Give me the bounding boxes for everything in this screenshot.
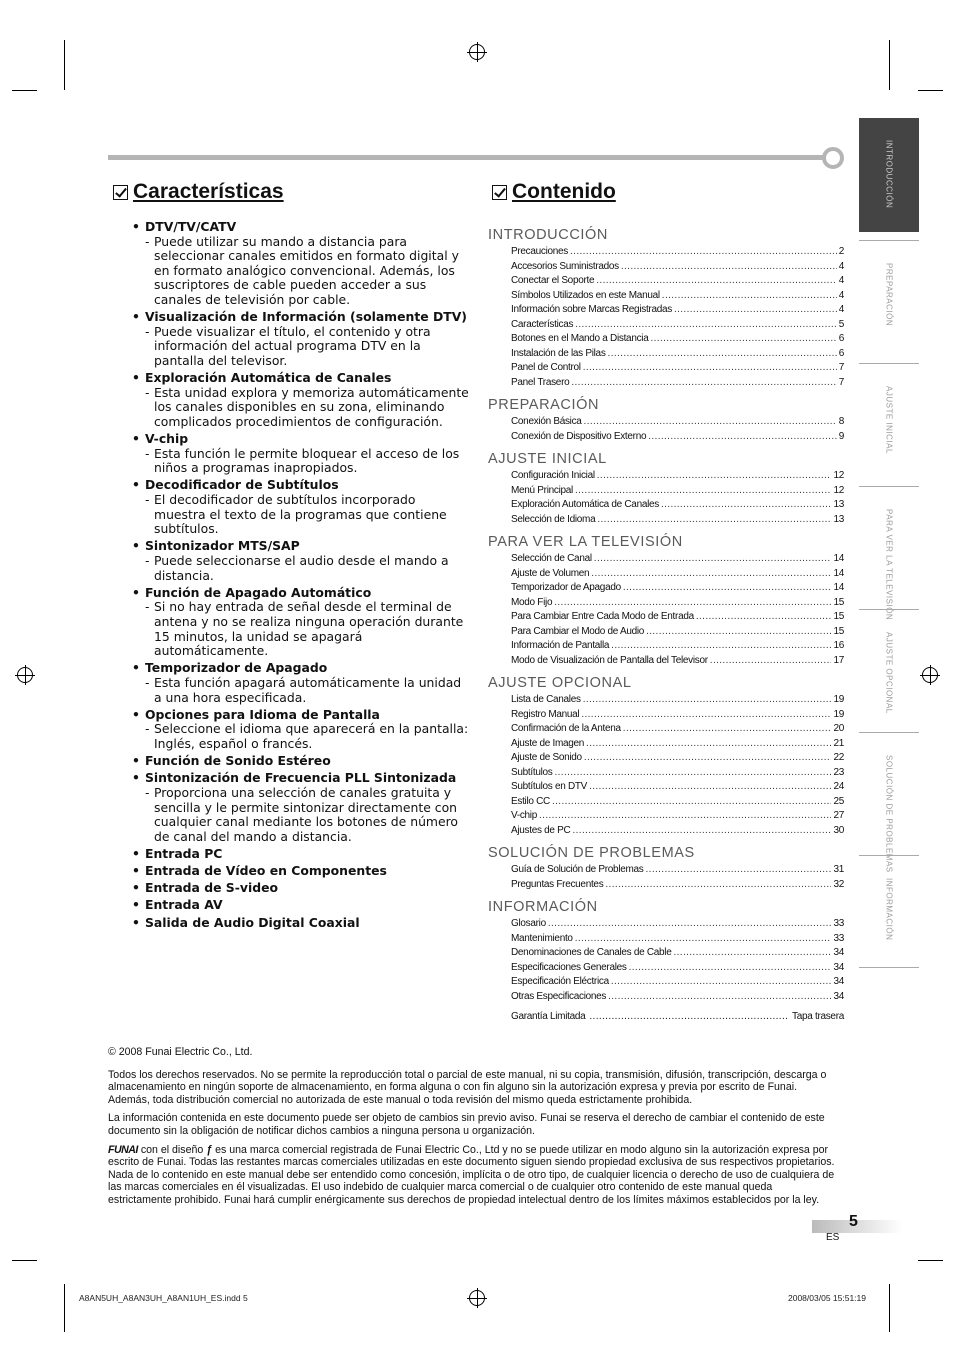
toc-entry[interactable] xyxy=(488,932,844,947)
header-rule xyxy=(108,155,826,160)
toc-entry-label: Símbolos Utilizados en este Manual xyxy=(511,289,660,301)
toc-entry-page: 17 xyxy=(833,654,844,666)
feature-title: • Entrada de S-video xyxy=(130,881,470,896)
toc-entry-page: 4 xyxy=(838,275,844,286)
side-tab-informacion[interactable] xyxy=(859,855,919,968)
toc-entry[interactable] xyxy=(488,289,844,304)
registration-mark-icon xyxy=(17,667,33,683)
feature-item xyxy=(130,754,470,769)
toc-entry[interactable] xyxy=(488,347,844,362)
toc-leader-dots xyxy=(591,567,831,582)
toc-entry-page: 12 xyxy=(833,484,844,496)
toc-entry[interactable] xyxy=(488,513,844,528)
toc-entry-page: 4 xyxy=(838,289,844,301)
crop-mark xyxy=(918,1260,943,1261)
toc-leader-dots xyxy=(710,654,832,669)
registration-mark-icon xyxy=(469,44,485,60)
toc-entry-page: 7 xyxy=(838,362,844,373)
toc-entry[interactable] xyxy=(488,737,844,752)
feature-description: - Esta función le permite bloquear el acceso de los niños a programas inapropiados. xyxy=(130,447,470,476)
feature-title: • Salida de Audio Digital Coaxial xyxy=(130,916,470,931)
side-tab-label: PREPARACIÓN xyxy=(884,263,894,327)
toc-section-title[interactable]: AJUSTE OPCIONAL xyxy=(488,675,632,691)
toc-leader-dots xyxy=(554,596,831,611)
feature-item xyxy=(130,864,470,879)
side-tab-para-ver-la-television[interactable] xyxy=(859,486,919,621)
toc-entry-page: 13 xyxy=(833,513,844,525)
toc-leader-dots xyxy=(605,878,831,893)
feature-title: • DTV/TV/CATV xyxy=(130,220,470,235)
side-tab-label: PARA VER LA TELEVISIÓN xyxy=(884,509,894,621)
toc-entry-label: Ajuste de Imagen xyxy=(511,737,585,749)
toc-section xyxy=(488,449,844,527)
funai-leaf-logo-icon: ƒ xyxy=(206,1143,213,1156)
toc-entry-label: Modo de Visualización de Pantalla del Televisor xyxy=(511,654,708,666)
toc-entry[interactable] xyxy=(488,708,844,723)
feature-description: - Puede seleccionarse el audio desde el mando a distancia. xyxy=(130,554,470,583)
side-tab-ajuste-inicial[interactable] xyxy=(859,363,919,479)
toc-entry-page: 4 xyxy=(838,304,844,315)
features-heading xyxy=(113,180,284,204)
toc-leader-dots xyxy=(629,961,832,976)
toc-section-title[interactable]: INFORMACIÓN xyxy=(488,899,598,915)
side-tab-preparacion[interactable] xyxy=(859,240,919,356)
legal-text: es una marca comercial registrada de Funai Electric Co., Ltd y no se puede utilizar en modo alguno sin la autorización expresa por escrito de Funai. Todas las restantes marcas comerciales utilizadas en este documento siguen siendo propiedad exclusiva de sus respectivos propietarios. Nada de lo contenido en este manual debe ser entendido como concesión, implícita o de otro tipo, de cualquier licencia o derecho de uso de cualquiera de las marcas comerciales en él visualizadas. El uso indebido de cualquier marca comercial o de cualquier otro contenido de este manual queda estrictamente prohibido. Funai hará cumplir enérgicamente sus derechos de propiedad intelectual dentro de los límites máximos establecidos por la ley. xyxy=(108,1143,835,1206)
toc-entry-page: 16 xyxy=(833,640,844,651)
feature-title: • Sintonización de Frecuencia PLL Sintonizada xyxy=(130,771,470,786)
toc-entry[interactable] xyxy=(488,625,844,640)
toc-section xyxy=(488,843,844,892)
toc-leader-dots xyxy=(571,376,836,391)
page-number: 5 xyxy=(849,1213,858,1230)
feature-item xyxy=(130,916,470,931)
toc-section xyxy=(488,673,844,838)
crop-mark xyxy=(918,90,943,91)
toc-entry-label: Características xyxy=(511,318,574,330)
toc-entry-page: 33 xyxy=(833,932,844,944)
date-slug: 2008/03/05 15:51:19 xyxy=(788,1293,866,1303)
toc-entry-label: Modo Fijo xyxy=(511,596,553,608)
toc-entry[interactable] xyxy=(488,303,844,318)
toc-entry-label: Denominaciones de Canales de Cable xyxy=(511,947,672,958)
toc-entry-label: Información de Pantalla xyxy=(511,640,610,651)
toc-entry-page: 31 xyxy=(833,864,844,875)
toc-leader-dots xyxy=(646,863,832,878)
toc-entry-page: 5 xyxy=(838,318,844,330)
toc-entry-page: 25 xyxy=(833,795,844,807)
toc-leader-dots xyxy=(611,639,831,654)
toc-entry-label: Para Cambiar el Modo de Audio xyxy=(511,625,645,637)
toc-entry-label: Conexión Básica xyxy=(511,416,582,427)
toc-entry-label: Configuración Inicial xyxy=(511,470,595,481)
feature-description: - Si no hay entrada de señal desde el terminal de antena y no se realiza ninguna operación durante 15 minutos, la unidad se apagará automáticamente. xyxy=(130,600,470,658)
toc-entry-page: 14 xyxy=(833,553,844,564)
toc-entry[interactable] xyxy=(488,639,844,654)
toc-entry[interactable] xyxy=(488,469,844,484)
toc-entry-page: 34 xyxy=(833,961,844,973)
feature-item xyxy=(130,432,470,476)
toc-entry-page: 4 xyxy=(838,260,844,272)
legal-paragraph xyxy=(108,1144,838,1207)
toc-leader-dots xyxy=(554,766,831,781)
funai-logo: FUNAI xyxy=(108,1143,138,1156)
side-tab-label: INTRODUCCIÓN xyxy=(884,140,894,209)
toc-entry-label: Conectar el Soporte xyxy=(511,275,595,286)
feature-description: - Puede visualizar el título, el contenido y otra información del actual programa DTV en la pantalla del televisor. xyxy=(130,325,470,369)
toc-leader-dots xyxy=(621,260,837,275)
table-of-contents xyxy=(488,225,844,1009)
features-list xyxy=(130,220,470,933)
toc-entry-label: Subtítulos en DTV xyxy=(511,781,588,792)
legal-text: con el diseño xyxy=(140,1143,204,1156)
toc-entry-page: 22 xyxy=(833,752,844,763)
toc-entry-label: Glosario xyxy=(511,918,546,929)
toc-entry-page: 33 xyxy=(833,918,844,929)
crop-mark xyxy=(12,1260,37,1261)
toc-entry-page: 19 xyxy=(833,694,844,705)
toc-entry-page: 13 xyxy=(833,499,844,510)
legal-paragraph xyxy=(108,1069,838,1094)
toc-entry-page: 19 xyxy=(833,708,844,720)
toc-entry-label: Instalación de las Pilas xyxy=(511,347,606,359)
toc-entry-label: Mantenimiento xyxy=(511,932,573,944)
toc-entry-page: 30 xyxy=(833,824,844,836)
feature-title: • Exploración Automática de Canales xyxy=(130,371,470,386)
feature-title: • Visualización de Información (solamente DTV) xyxy=(130,310,470,325)
feature-title: • V-chip xyxy=(130,432,470,447)
toc-leader-dots xyxy=(589,1011,788,1022)
feature-item xyxy=(130,847,470,862)
toc-entry[interactable] xyxy=(488,610,844,625)
toc-section-title[interactable]: AJUSTE INICIAL xyxy=(488,451,607,467)
toc-entry-page: 15 xyxy=(833,625,844,637)
toc-leader-dots xyxy=(611,975,832,990)
toc-entry[interactable] xyxy=(488,917,844,932)
toc-leader-dots xyxy=(552,795,831,810)
feature-description: - Seleccione el idioma que aparecerá en la pantalla: Inglés, español o francés. xyxy=(130,722,470,751)
toc-entry[interactable] xyxy=(488,824,844,839)
file-slug: A8AN5UH_A8AN3UH_A8AN1UH_ES.indd 5 xyxy=(79,1293,248,1303)
feature-item xyxy=(130,539,470,583)
toc-entry-label: Precauciones xyxy=(511,246,568,257)
toc-entry[interactable] xyxy=(488,946,844,961)
toc-entry[interactable] xyxy=(488,693,844,708)
toc-leader-dots xyxy=(623,722,832,737)
feature-title: • Entrada de Vídeo en Componentes xyxy=(130,864,470,879)
toc-leader-dots xyxy=(575,932,832,947)
checkbox-icon xyxy=(113,185,128,200)
toc-entry-label: Menú Principal xyxy=(511,484,573,496)
checkbox-icon xyxy=(492,185,507,200)
toc-leader-dots xyxy=(575,318,837,333)
toc-entry-page: 15 xyxy=(833,611,844,622)
toc-leader-dots xyxy=(539,809,831,824)
side-tab-introduccion[interactable] xyxy=(859,118,919,232)
crop-mark xyxy=(64,40,65,90)
side-tab-label: AJUSTE OPCIONAL xyxy=(884,632,894,714)
toc-entry[interactable] xyxy=(488,654,844,669)
feature-description: - Esta unidad explora y memoriza automáticamente los canales disponibles en su zona, eliminando complicados procedimientos de configuración. xyxy=(130,386,470,430)
toc-entry-page: 6 xyxy=(838,333,844,344)
toc-entry-label: Especificaciones Generales xyxy=(511,961,627,973)
toc-entry-page: 9 xyxy=(838,430,844,442)
toc-entry-page: 14 xyxy=(833,582,844,593)
toc-leader-dots xyxy=(594,552,832,567)
feature-description: - Puede utilizar su mando a distancia para seleccionar canales emitidos en formato digital y en formato analógico convencional. Además, los suscriptores de cable pueden acceder a sus canales de televisión por cable. xyxy=(130,235,470,308)
toc-leader-dots xyxy=(673,946,831,961)
toc-entry[interactable] xyxy=(488,376,844,391)
feature-title: • Decodificador de Subtítulos xyxy=(130,478,470,493)
legal-paragraph xyxy=(108,1094,838,1107)
toc-entry-label: Otras Especificaciones xyxy=(511,990,607,1002)
toc-section-title[interactable]: INTRODUCCIÓN xyxy=(488,227,608,243)
feature-title: • Sintonizador MTS/SAP xyxy=(130,539,470,554)
toc-entry-label: Botones en el Mando a Distancia xyxy=(511,333,649,344)
toc-leader-dots xyxy=(662,289,837,304)
feature-item xyxy=(130,220,470,308)
toc-entry[interactable] xyxy=(488,260,844,275)
feature-item xyxy=(130,661,470,705)
toc-entry[interactable] xyxy=(488,274,844,289)
toc-entry-label: Garantía Limitada xyxy=(511,1011,586,1022)
toc-section-title[interactable]: PREPARACIÓN xyxy=(488,397,600,413)
toc-leader-dots xyxy=(597,469,832,484)
registration-mark-icon xyxy=(922,667,938,683)
feature-title: • Entrada PC xyxy=(130,847,470,862)
side-tab-label: AJUSTE INICIAL xyxy=(884,386,894,454)
toc-leader-dots xyxy=(608,347,837,362)
toc-leader-dots xyxy=(575,484,832,499)
toc-entry-page: 12 xyxy=(833,470,844,481)
toc-entry-page: 7 xyxy=(838,376,844,388)
crop-mark xyxy=(889,1284,890,1332)
feature-item xyxy=(130,898,470,913)
toc-entry-page: 6 xyxy=(838,347,844,359)
toc-leader-dots xyxy=(586,737,831,752)
toc-entry-page: 23 xyxy=(833,766,844,778)
toc-leader-dots xyxy=(583,693,832,708)
toc-entry-label: Temporizador de Apagado xyxy=(511,582,621,593)
toc-entry-label: Estilo CC xyxy=(511,795,550,807)
feature-description: - El decodificador de subtítulos incorporado muestra el texto de la programas que contiene subtítulos. xyxy=(130,493,470,537)
crop-mark xyxy=(889,40,890,90)
toc-entry-label: Información sobre Marcas Registradas xyxy=(511,304,672,315)
toc-entry-page: 8 xyxy=(838,416,844,427)
toc-leader-dots xyxy=(623,581,832,596)
toc-entry[interactable] xyxy=(488,751,844,766)
toc-entry-label: Preguntas Frecuentes xyxy=(511,878,604,890)
toc-entry-label: Ajustes de PC xyxy=(511,824,571,836)
feature-description: - Proporciona una selección de canales gratuita y sencilla y le permite sintonizar directamente con cualquier canal mediante los botones de número de canal del mando a distancia. xyxy=(130,786,470,844)
toc-entry-page: 34 xyxy=(833,976,844,987)
toc-entry-label: Lista de Canales xyxy=(511,694,581,705)
toc-entry-warranty[interactable] xyxy=(511,1011,844,1022)
feature-title: • Función de Apagado Automático xyxy=(130,586,470,601)
toc-entry-label: Especificación Eléctrica xyxy=(511,976,609,987)
toc-entry-page: 34 xyxy=(833,947,844,958)
toc-section xyxy=(488,532,844,668)
crop-mark xyxy=(12,90,37,91)
legal-text: La información contenida en este documento puede ser objeto de cambios sin previo aviso. Funai se reserva el derecho de cambiar el contenido de este documento sin la obligación de notificar dichos cambios a ninguna persona u organización. xyxy=(108,1112,825,1137)
toc-entry-label: Registro Manual xyxy=(511,708,580,720)
toc-entry-label: Exploración Automática de Canales xyxy=(511,499,659,510)
toc-leader-dots xyxy=(581,708,831,723)
feature-item xyxy=(130,771,470,844)
toc-entry-label: Subtítulos xyxy=(511,766,553,778)
toc-entry[interactable] xyxy=(488,245,844,260)
feature-title: • Opciones para Idioma de Pantalla xyxy=(130,708,470,723)
toc-entry-page: 14 xyxy=(833,567,844,579)
feature-title: • Entrada AV xyxy=(130,898,470,913)
toc-entry[interactable] xyxy=(488,780,844,795)
side-tab-ajuste-opcional[interactable] xyxy=(859,609,919,725)
toc-entry[interactable] xyxy=(488,332,844,347)
toc-entry[interactable] xyxy=(488,722,844,737)
toc-entry[interactable] xyxy=(488,863,844,878)
toc-leader-dots xyxy=(570,245,837,260)
toc-leader-dots xyxy=(674,303,837,318)
toc-leader-dots xyxy=(584,415,837,430)
toc-entry[interactable] xyxy=(488,318,844,333)
toc-leader-dots xyxy=(608,990,831,1005)
toc-leader-dots xyxy=(548,917,832,932)
legal-text: Además, toda distribución comercial no autorizada de este manual o toda revisión del mismo queda estrictamente prohibida. xyxy=(108,1093,693,1106)
toc-entry-page: 20 xyxy=(833,723,844,734)
copyright: © 2008 Funai Electric Co., Ltd. xyxy=(108,1046,253,1058)
toc-leader-dots xyxy=(661,498,831,513)
toc-entry-label: Selección de Idioma xyxy=(511,513,596,525)
toc-entry[interactable] xyxy=(488,581,844,596)
toc-section-title[interactable]: SOLUCIÓN DE PROBLEMAS xyxy=(488,845,695,861)
header-rule-circle-icon xyxy=(822,147,844,169)
toc-entry[interactable] xyxy=(488,484,844,499)
toc-entry[interactable] xyxy=(488,766,844,781)
toc-entry[interactable] xyxy=(488,809,844,824)
toc-leader-dots xyxy=(597,513,831,528)
legal-text: Todos los derechos reservados. No se permite la reproducción total o parcial de este manual, ni su copia, transmisión, difusión, transcripción, descarga o almacenamiento en ningún soporte de almacenamiento, en forma alguna o con fin alguno sin la autorización expresa y previa por escrito de Funai. xyxy=(108,1068,827,1094)
side-tab-solucion-de-problemas[interactable] xyxy=(859,732,919,873)
toc-leader-dots xyxy=(589,780,831,795)
toc-leader-dots xyxy=(648,430,837,445)
toc-entry-label: Ajuste de Volumen xyxy=(511,567,590,579)
toc-entry-label: Panel de Control xyxy=(511,362,581,373)
feature-item xyxy=(130,708,470,752)
toc-section-title[interactable]: PARA VER LA TELEVISIÓN xyxy=(488,534,683,550)
side-tab-label: INFORMACIÓN xyxy=(884,878,894,941)
toc-entry-label: Para Cambiar Entre Cada Modo de Entrada xyxy=(511,611,694,622)
toc-entry[interactable] xyxy=(488,596,844,611)
toc-entry[interactable] xyxy=(488,975,844,990)
toc-leader-dots xyxy=(650,332,836,347)
legal-notice xyxy=(108,1046,838,1213)
side-tab-label: SOLUCIÓN DE PROBLEMAS xyxy=(884,755,894,873)
toc-entry-page: 32 xyxy=(833,878,844,890)
feature-item xyxy=(130,586,470,659)
feature-item xyxy=(130,881,470,896)
toc-entry-page: 34 xyxy=(833,990,844,1002)
feature-title: • Temporizador de Apagado xyxy=(130,661,470,676)
toc-entry-label: Ajuste de Sonido xyxy=(511,752,582,763)
registration-mark-icon xyxy=(469,1290,485,1306)
toc-entry[interactable] xyxy=(488,567,844,582)
legal-paragraph xyxy=(108,1112,838,1137)
toc-entry-page: 24 xyxy=(833,781,844,792)
feature-item xyxy=(130,371,470,429)
toc-entry-label: Selección de Canal xyxy=(511,553,592,564)
feature-description: - Esta función apagará automáticamente la unidad a una hora especificada. xyxy=(130,676,470,705)
toc-entry-label: Conexión de Dispositivo Externo xyxy=(511,430,647,442)
feature-item xyxy=(130,478,470,536)
language-code: ES xyxy=(826,1232,840,1243)
toc-entry-label: V-chip xyxy=(511,810,537,821)
toc-leader-dots xyxy=(646,625,831,640)
toc-entry-label: Accesorios Suministrados xyxy=(511,260,619,272)
toc-entry[interactable] xyxy=(488,878,844,893)
toc-entry[interactable] xyxy=(488,415,844,430)
toc-entry[interactable] xyxy=(488,961,844,976)
contents-heading xyxy=(492,180,616,204)
toc-entry[interactable] xyxy=(488,990,844,1005)
toc-entry[interactable] xyxy=(488,498,844,513)
toc-entry-page: Tapa trasera xyxy=(792,1011,844,1022)
toc-section xyxy=(488,395,844,444)
toc-leader-dots xyxy=(572,824,831,839)
crop-mark xyxy=(64,1284,65,1332)
toc-entry-page: 27 xyxy=(833,810,844,821)
toc-entry[interactable] xyxy=(488,361,844,376)
feature-item xyxy=(130,310,470,368)
toc-entry-page: 15 xyxy=(833,596,844,608)
toc-section xyxy=(488,225,844,390)
feature-title: • Función de Sonido Estéreo xyxy=(130,754,470,769)
toc-leader-dots xyxy=(583,361,837,376)
toc-entry-page: 21 xyxy=(833,737,844,749)
toc-leader-dots xyxy=(584,751,832,766)
toc-entry[interactable] xyxy=(488,430,844,445)
toc-leader-dots xyxy=(696,610,832,625)
toc-entry-label: Panel Trasero xyxy=(511,376,570,388)
contents-heading-text: Contenido xyxy=(512,180,616,203)
toc-entry[interactable] xyxy=(488,552,844,567)
toc-entry-page: 2 xyxy=(838,246,844,257)
toc-leader-dots xyxy=(596,274,836,289)
toc-entry-label: Confirmación de la Antena xyxy=(511,723,621,734)
toc-section xyxy=(488,897,844,1004)
toc-entry-label: Guía de Solución de Problemas xyxy=(511,864,644,875)
toc-entry[interactable] xyxy=(488,795,844,810)
features-heading-text: Características xyxy=(133,180,284,203)
